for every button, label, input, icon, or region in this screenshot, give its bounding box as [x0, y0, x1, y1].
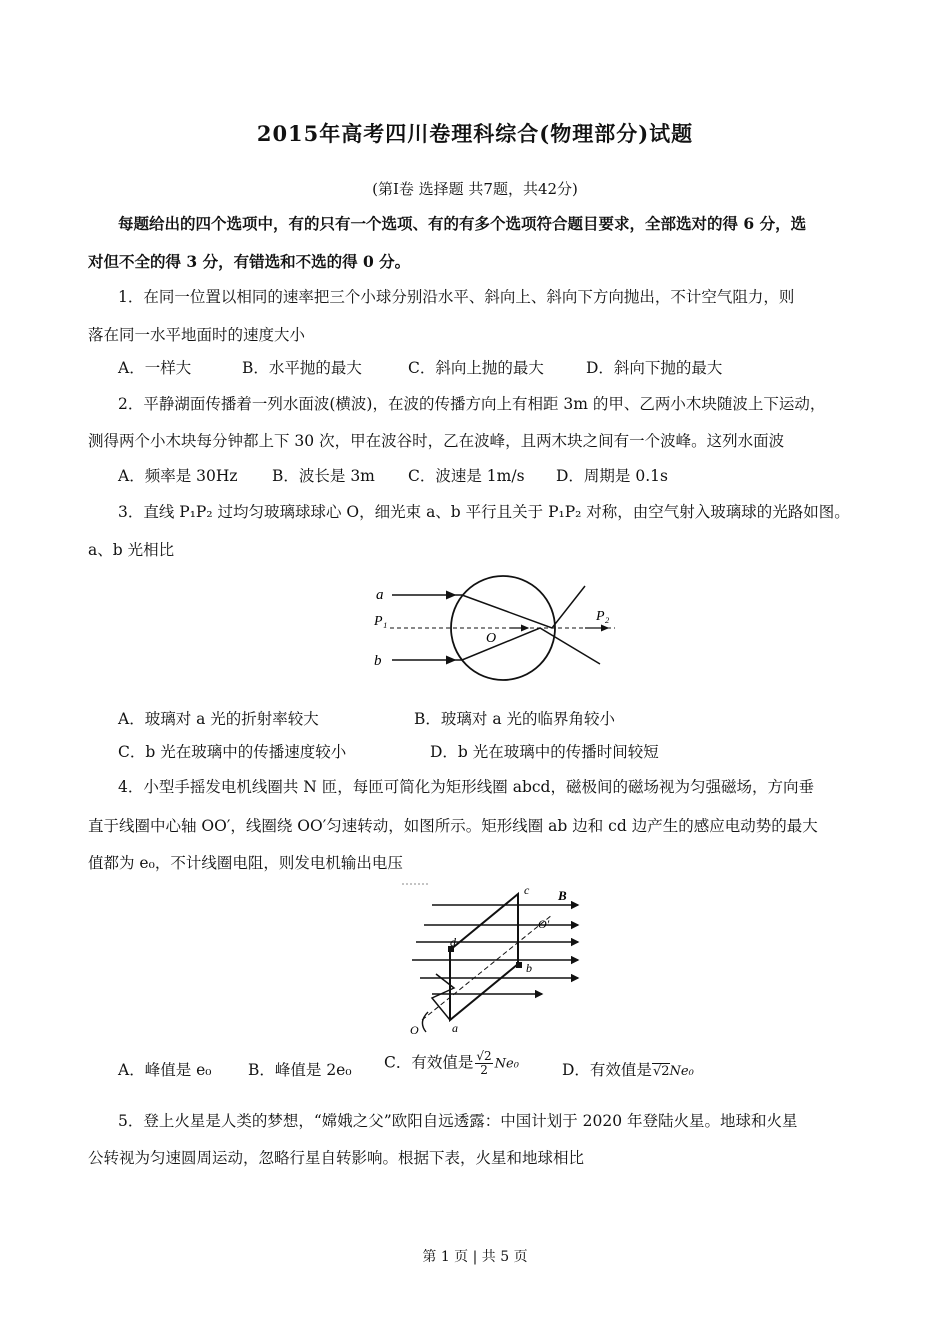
q1-option-b: B．水平抛的最大	[242, 359, 362, 377]
q3-stem-line-1: 3．直线 P₁P₂ 过均匀玻璃球球心 O，细光束 a、b 平行且关于 P₁P₂ 对称，由空气射入玻璃球的光路如图。	[118, 503, 850, 521]
label-a: a	[452, 1021, 458, 1035]
q3-option-c: C．b 光在玻璃中的传播速度较小	[118, 743, 347, 761]
q2-stem-line-1: 2．平静湖面传播着一列水面波(横波)，在波的传播方向上有相距 3m 的甲、乙两小木块随波上下运动，	[118, 395, 826, 413]
label-p1: P₁	[374, 614, 388, 629]
sqrt-symbol: √2	[652, 1064, 670, 1079]
q2-option-a: A．频率是 30Hz	[118, 467, 238, 485]
q4-option-d-label: D．有效值是	[562, 1061, 652, 1079]
label-p2: P₂	[596, 609, 610, 624]
q3-option-d: D．b 光在玻璃中的传播时间较短	[430, 743, 659, 761]
section-subtitle: (第Ⅰ卷 选择题 共7题，共42分)	[372, 180, 578, 198]
label-b: b	[374, 653, 382, 669]
q4-option-d-tail: Ne₀	[669, 1064, 694, 1079]
q4-generator-figure	[392, 880, 592, 1040]
q2-stem-line-2: 测得两个小木块每分钟都上下 30 次，甲在波谷时，乙在波峰，且两木块之间有一个波峰。这列水面波	[88, 432, 785, 450]
label-b: b	[526, 961, 532, 975]
q1-option-c: C．斜向上抛的最大	[408, 359, 544, 377]
q4-option-b: B．峰值是 2e₀	[248, 1061, 352, 1079]
rectangular-coil	[450, 894, 518, 1020]
q2-option-b: B．波长是 3m	[272, 467, 375, 485]
q1-stem-line-1: 1．在同一位置以相同的速率把三个小球分别沿水平、斜向上、斜向下方向抛出，不计空气阻力，则	[118, 288, 795, 306]
q3-option-b: B．玻璃对 a 光的临界角较小	[414, 710, 615, 728]
q1-option-a: A．一样大	[118, 359, 192, 377]
label-c: c	[524, 883, 530, 897]
ray-a-refracted	[462, 586, 585, 628]
q4-option-c-label: C．有效值是	[384, 1053, 474, 1072]
q4-stem-line-2: 直于线圈中心轴 OO′，线圈绕 OO′匀速转动，如图所示。矩形线圈 ab 边和 cd 边产生的感应电动势的最大	[88, 817, 818, 835]
label-a: a	[376, 587, 384, 603]
q2-option-d: D．周期是 0.1s	[556, 467, 668, 485]
q3-stem-line-2: a、b 光相比	[88, 541, 175, 559]
q1-stem-line-2: 落在同一水平地面时的速度大小	[88, 326, 306, 344]
label-field-b: B	[558, 888, 567, 903]
label-o-prime: O′	[538, 917, 550, 931]
ray-b-refracted	[462, 628, 600, 664]
q4-option-a: A．峰值是 e₀	[118, 1061, 212, 1079]
q4-stem-line-3: 值都为 e₀，不计线圈电阻，则发电机输出电压	[88, 854, 403, 872]
rotation-axis	[422, 915, 552, 1020]
q4-stem-line-1: 4．小型手摇发电机线圈共 N 匝，每匝可简化为矩形线圈 abcd，磁极间的磁场视为匀强磁场，方向垂	[118, 778, 814, 796]
q4-option-d	[562, 1058, 694, 1080]
q5-stem-line-1: 5．登上火星是人类的梦想，“嫦娥之父”欧阳自远透露：中国计划于 2020 年登陆火星。地球和火星	[118, 1112, 798, 1130]
q3-optics-figure	[370, 568, 630, 686]
label-d: d	[450, 935, 456, 949]
q4-option-c	[384, 1050, 519, 1077]
page-footer: 第 1 页 | 共 5 页	[422, 1249, 528, 1265]
q2-option-c: C．波速是 1m/s	[408, 467, 525, 485]
q4-option-c-tail: Ne₀	[494, 1056, 519, 1072]
q5-stem-line-2: 公转视为匀速圆周运动，忽略行星自转影响。根据下表，火星和地球相比	[88, 1149, 585, 1167]
page-title: 2015年高考四川卷理科综合(物理部分)试题	[256, 121, 694, 146]
q1-option-d: D．斜向下抛的最大	[586, 359, 723, 377]
label-o: O	[410, 1023, 419, 1037]
label-o: O	[486, 631, 497, 646]
q3-option-a: A．玻璃对 a 光的折射率较大	[118, 710, 319, 728]
instructions-line-2: 对但不全的得 3 分，有错选和不选的得 0 分。	[88, 252, 411, 271]
fraction	[475, 1050, 492, 1077]
fraction-numerator: √2	[476, 1049, 492, 1063]
fraction-denominator: 2	[480, 1063, 488, 1077]
instructions-line-1: 每题给出的四个选项中，有的只有一个选项、有的有多个选项符合题目要求，全部选对的得 6 分，选	[118, 214, 807, 233]
